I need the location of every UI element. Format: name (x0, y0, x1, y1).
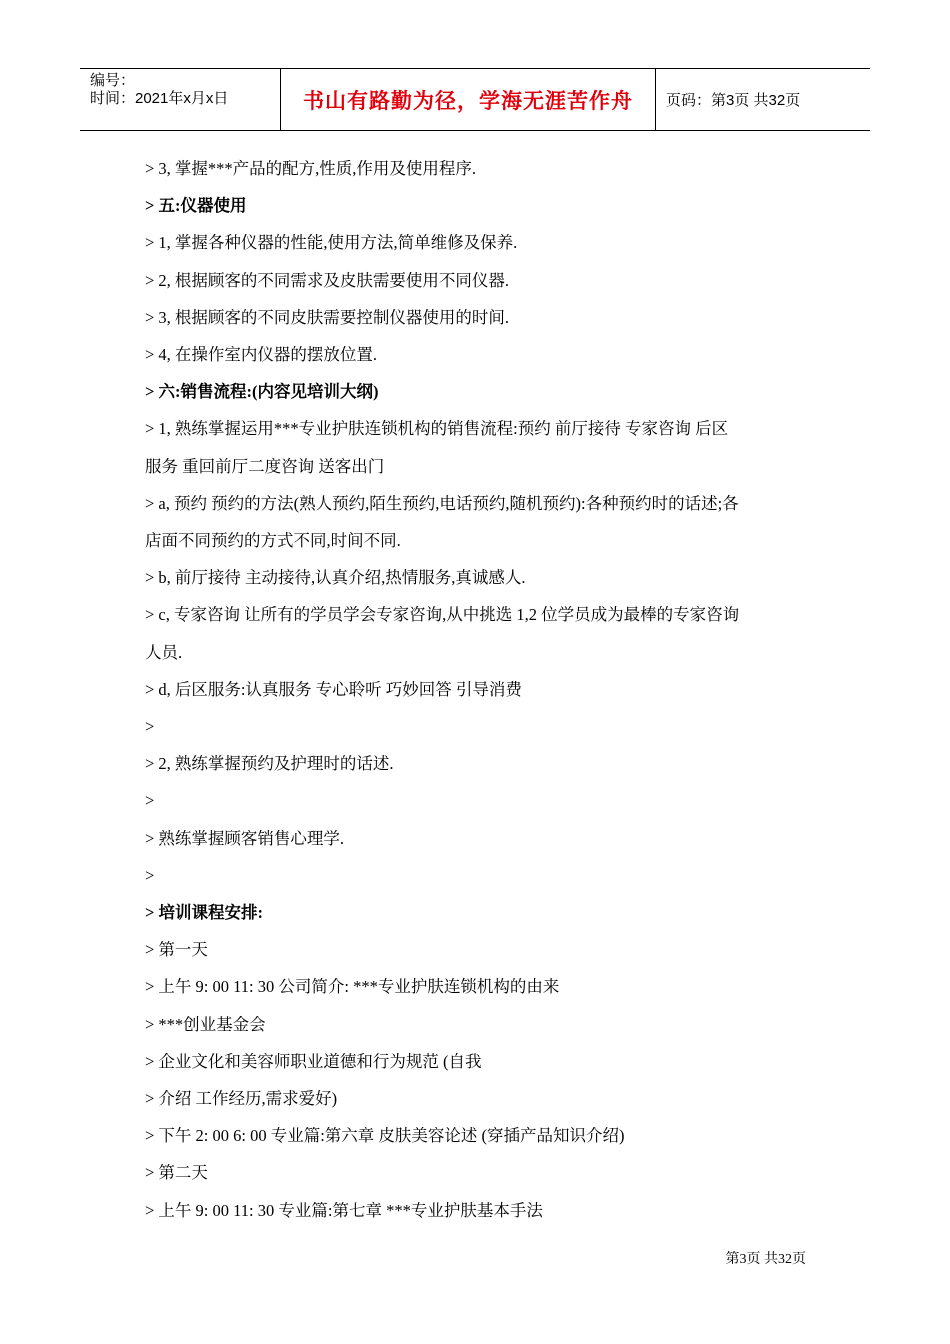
body-line: > 熟练掌握顾客销售心理学. (145, 828, 345, 848)
header-page-info: 页码：第3页 共32页 (666, 92, 801, 109)
body-line: > 第二天 (145, 1163, 208, 1183)
body-line: > (145, 791, 155, 811)
body-line: > 上午 9: 00 11: 30 公司简介: ***专业护肤连锁机构的由来 (145, 977, 560, 997)
body-line: 店面不同预约的方式不同,时间不同. (145, 531, 401, 551)
page-footer: 第3页 共32页 (725, 1252, 806, 1267)
body-line: > 2, 根据顾客的不同需求及皮肤需要使用不同仪器. (145, 270, 510, 290)
body-line: > c, 专家咨询 让所有的学员学会专家咨询,从中挑选 1,2 位学员成为最棒的专家咨询 (145, 605, 740, 625)
body-line: > 1, 熟练掌握运用***专业护肤连锁机构的销售流程:预约 前厅接待 专家咨询 后区 (145, 419, 729, 439)
body-line: > (145, 717, 155, 737)
body-line: > 3, 掌握***产品的配方,性质,作用及使用程序. (145, 159, 477, 178)
section-heading-sales: > 六:销售流程:(内容见培训大纲) (145, 382, 379, 402)
body-line: > (145, 865, 155, 885)
body-line: > ***创业基金会 (145, 1014, 266, 1034)
body-line: > b, 前厅接待 主动接待,认真介绍,热情服务,真诚感人. (145, 568, 526, 588)
header-motto: 书山有路勤为径，学海无涯苦作舟 (281, 69, 656, 130)
body-line: > 下午 2: 00 6: 00 专业篇:第六章 皮肤美容论述 (穿插产品知识介绍) (145, 1126, 625, 1146)
header-meta (80, 69, 281, 130)
section-heading-schedule: > 培训课程安排: (145, 903, 264, 923)
body-line: > 介绍 工作经历,需求爱好) (145, 1089, 338, 1109)
body-line: > 企业文化和美容师职业道德和行为规范 (自我 (145, 1051, 482, 1071)
body-line: > 上午 9: 00 11: 30 专业篇:第七章 ***专业护肤基本手法 (145, 1200, 543, 1220)
doc-time-label: 时间：2021年x月x日 (90, 90, 229, 107)
body-line: 人员. (145, 642, 183, 662)
body-line: > 2, 熟练掌握预约及护理时的话述. (145, 754, 394, 774)
body-line: > 3, 根据顾客的不同皮肤需要控制仪器使用的时间. (145, 307, 510, 327)
body-line: 服务 重回前厅二度咨询 送客出门 (145, 456, 385, 476)
body-line: > 第一天 (145, 940, 208, 960)
body-line: > a, 预约 预约的方法(熟人预约,陌生预约,电话预约,随机预约):各种预约时的话述;各 (145, 493, 739, 513)
body-line: > 1, 掌握各种仪器的性能,使用方法,简单维修及保养. (145, 233, 518, 253)
body-line: > 4, 在操作室内仪器的摆放位置. (145, 345, 378, 365)
page-header (80, 68, 870, 131)
section-heading-instruments: > 五:仪器使用 (145, 196, 247, 216)
body-line: > d, 后区服务:认真服务 专心聆听 巧妙回答 引导消费 (145, 679, 522, 699)
doc-number-label: 编号： (90, 72, 136, 89)
document-body (145, 150, 815, 1229)
